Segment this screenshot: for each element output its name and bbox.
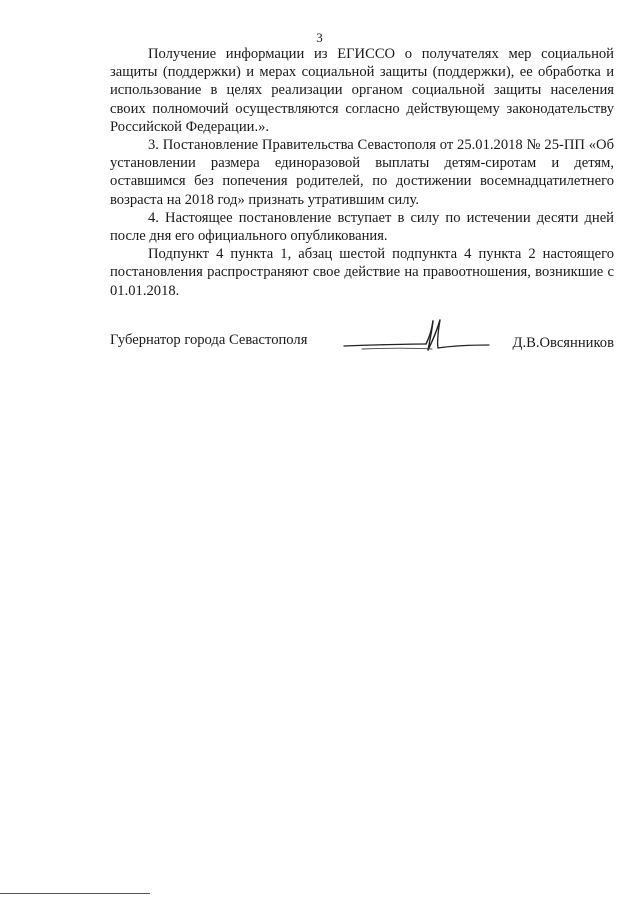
paragraph-retroactive-clause: Подпункт 4 пункта 1, абзац шестой подпункта 4 пункта 2 настоящего постановления распространяют свое действие на правоотношения, возникшие с 01.01.2018.: [110, 246, 614, 299]
paragraph-egisso-info: Получение информации из ЕГИССО о получателях мер социальной защиты (поддержки) и мерах социальной защиты (поддержки), ее обработка и использование в целях реализации органом социальной защиты населения своих полномочий осуществляются согласно действующему законодательству Российской Федерации.».: [110, 46, 614, 135]
page-number: 3: [316, 30, 323, 45]
footer-rule: [0, 893, 150, 894]
document-body: [110, 45, 614, 300]
paragraph-item-4: 4. Настоящее постановление вступает в силу по истечении десяти дней после дня его официального опубликования.: [110, 209, 614, 245]
signatory-position: Губернатор города Севастополя: [110, 332, 308, 348]
signatory-name: Д.В.Овсянников: [512, 335, 614, 351]
signature-block: [110, 330, 614, 360]
handwritten-signature: [342, 318, 492, 358]
paragraph-item-3: 3. Постановление Правительства Севастополя от 25.01.2018 № 25-ПП «Об установлении размера единоразовой выплаты детям-сиротам и детям, оставшимся без попечения родителей, по достижении восемнадцатилетнего возраста на 2018 год» признать утратившим силу.: [110, 137, 614, 208]
